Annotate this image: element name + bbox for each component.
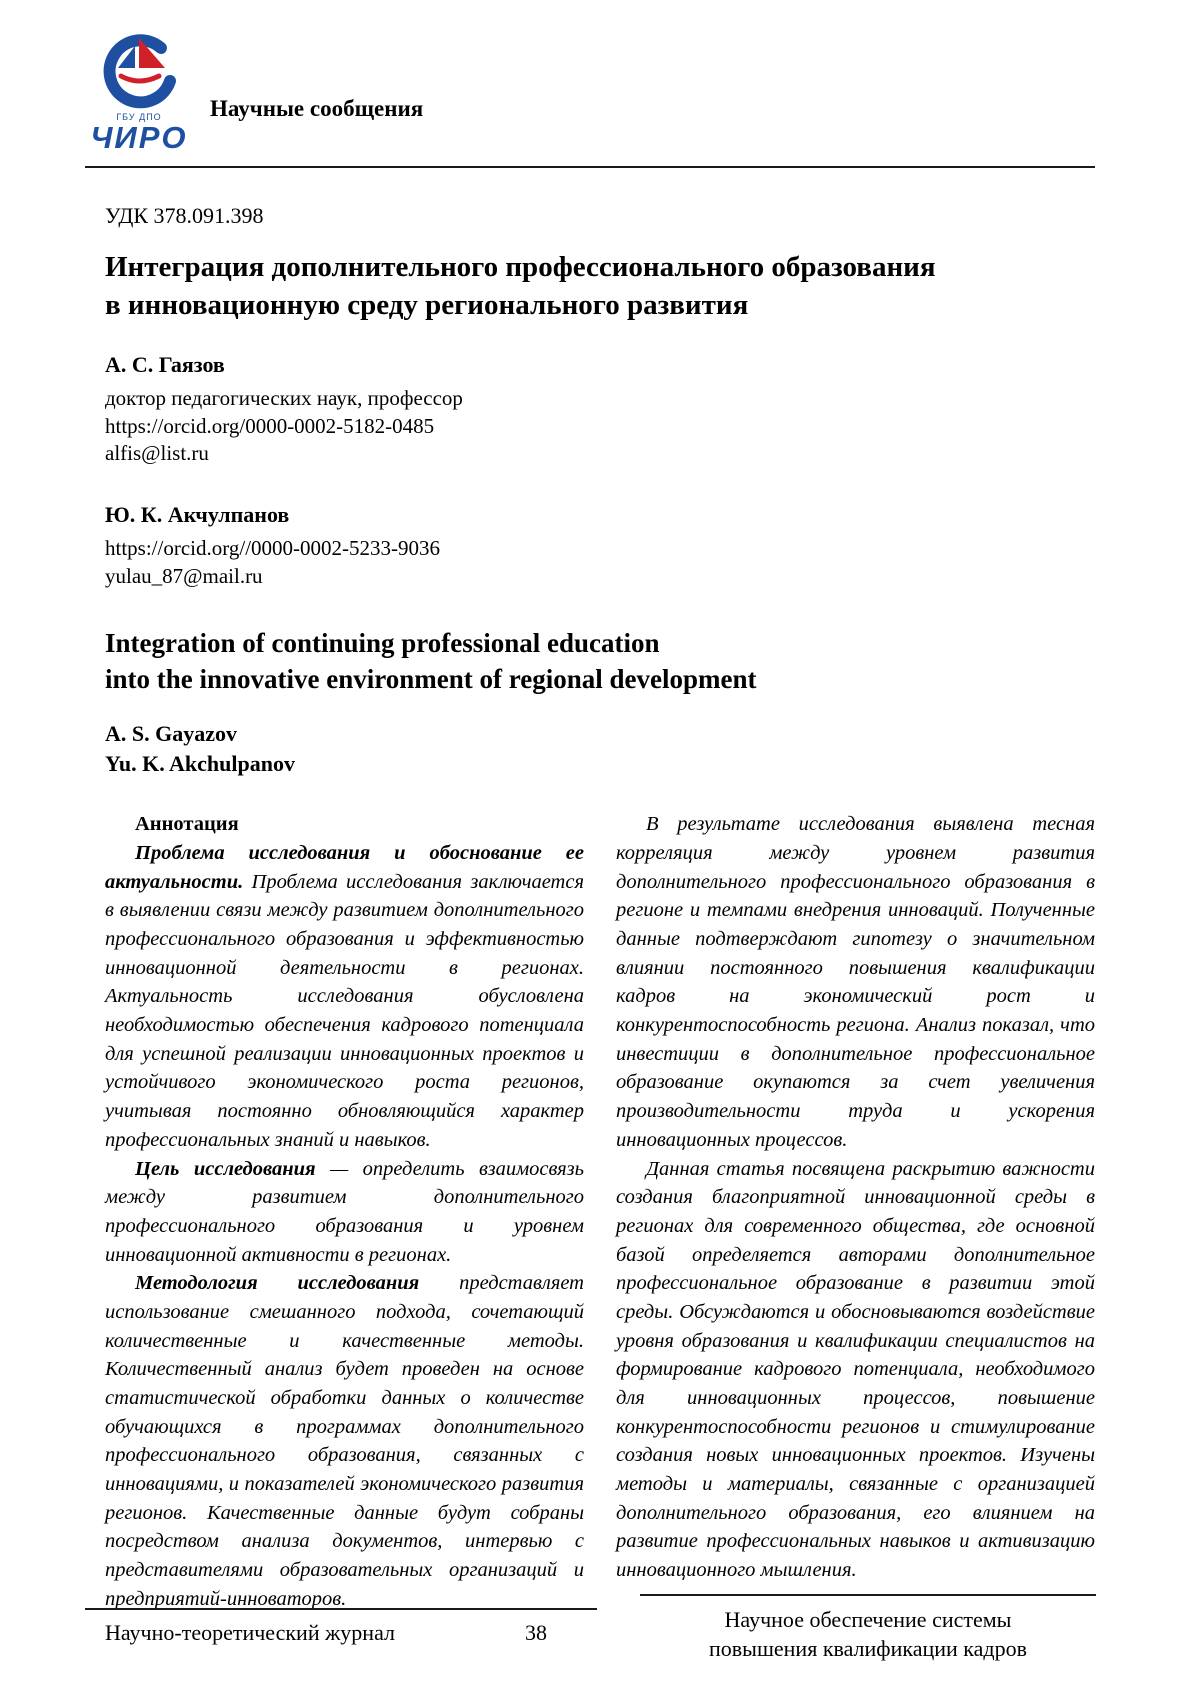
- abstract-right-column: [616, 810, 1095, 1613]
- journal-logo: [83, 34, 195, 153]
- article-title-ru-line2: в инновационную среду регионального развития: [105, 288, 749, 321]
- udk-code: УДК 378.091.398: [105, 203, 264, 228]
- paragraph-text: Проблема исследования заключается в выявлении связи между развитием дополнительного профессионального образования и эффективностью инновационной деятельности в регионах. Актуальность исследования обусловлена необходимостью обеспечения кадрового потенциала для успешной реализации инновационных проектов и устойчивого экономического роста регионов, учитывая постоянно обновляющийся характер профессиональных знаний и навыков.: [105, 870, 584, 1151]
- author-name: Ю. К. Акчулпанов: [105, 502, 290, 528]
- author-orcid: https://orcid.org//0000-0002-5233-9036: [105, 535, 441, 560]
- author-block-1: [105, 350, 1095, 468]
- paragraph-text: В результате исследования выявлена тесная корреляция между уровнем развития дополнительного профессионального образования в регионе и темпами внедрения инноваций. Полученные данные подтверждают гипотезу о значительном влиянии постоянного повышения квалификации кадров на экономический рост и конкурентоспособность региона. Анализ показал, что инвестиции в дополнительное профессиональное образование окупаются за счет увеличения производительности труда и ускорения инновационных процессов.: [616, 813, 1095, 1151]
- footer-left-block: [85, 1608, 597, 1646]
- abstract-left-column: [105, 810, 584, 1613]
- section-rubric: Научные сообщения: [210, 96, 424, 121]
- paragraph-text: представляет использование смешанного подхода, сочетающий количественные и качественные методы. Количественный анализ будет проведен на основе статистической обработки данных о количестве обучающихся в программах дополнительного профессионального образования, связанных с инновациями, и показателей экономического развития регионов. Качественные данные будут собраны посредством анализа документов, интервью с представителями образовательных организаций и предприятий-инноваторов.: [105, 1272, 584, 1610]
- abstract-paragraph: [616, 1155, 1095, 1585]
- author-email: alfis@list.ru: [105, 441, 209, 466]
- article-title-en-line2: into the innovative environment of regional development: [105, 663, 757, 694]
- abstract-heading: Аннотация: [135, 813, 239, 836]
- page-number: 38: [525, 1620, 547, 1645]
- abstract-paragraph: [105, 1155, 584, 1270]
- authors-en-block: [105, 719, 1095, 781]
- article-title-ru: [105, 249, 1095, 324]
- journal-title-line1: Научное обеспечение системы: [724, 1607, 1012, 1632]
- abstract-section: [105, 810, 1095, 1613]
- author-name: А. С. Гаязов: [105, 352, 225, 378]
- author-email: yulau_87@mail.ru: [105, 563, 263, 588]
- paragraph-lead: Методология исследования: [135, 1272, 420, 1295]
- logo-org-type-label: ГБУ ДПО: [116, 112, 162, 122]
- abstract-paragraph: [616, 810, 1095, 1154]
- paragraph-lead: Цель исследования: [135, 1157, 316, 1180]
- header-divider: [85, 166, 1095, 168]
- author-block-2: [105, 500, 1095, 590]
- paragraph-lead: Проблема исследования и обоснование ее актуальности.: [105, 841, 584, 893]
- article-content: [0, 203, 1200, 1614]
- article-title-ru-line1: Интеграция дополнительного профессионального образования: [105, 251, 936, 283]
- author-name-en: Yu. K. Akchulpanov: [105, 751, 295, 777]
- logo-org-name-label: ЧИРО: [90, 120, 188, 155]
- journal-type-label: Научно-теоретический журнал: [105, 1620, 396, 1645]
- article-title-en-line1: Integration of continuing professional education: [105, 628, 660, 659]
- author-name-en: A. S. Gayazov: [105, 720, 237, 746]
- journal-title-line2: повышения квалификации кадров: [709, 1636, 1027, 1662]
- abstract-paragraph: [105, 1269, 584, 1613]
- paragraph-text: Данная статья посвящена раскрытию важности создания благоприятной инновационной среды в регионах для современного общества, где основной базой определяется авторами дополнительное профессиональное образование в развитии этой среды. Обсуждаются и обосновываются воздействие уровня образования и квалификации специалистов на формирование кадрового потенциала, необходимого для инновационных процессов, повышение конкурентоспособности регионов и стимулирование создания новых инновационных проектов. Изучены методы и материалы, связанные с организацией дополнительного образования, его влиянием на развитие профессиональных навыков и активизацию инновационного мышления.: [616, 1157, 1095, 1582]
- author-orcid: https://orcid.org/0000-0002-5182-0485: [105, 413, 435, 438]
- page-header: [0, 0, 1200, 175]
- logo-emblem-icon: [97, 34, 181, 114]
- author-degree: доктор педагогических наук, профессор: [105, 385, 463, 410]
- abstract-paragraph: [105, 839, 584, 1155]
- footer-right-block: [640, 1594, 1096, 1663]
- paragraph-text: — определить взаимосвязь между развитием дополнительного профессионального образования и уровнем инновационной активности в регионах.: [105, 1157, 584, 1266]
- article-title-en: [105, 626, 1095, 696]
